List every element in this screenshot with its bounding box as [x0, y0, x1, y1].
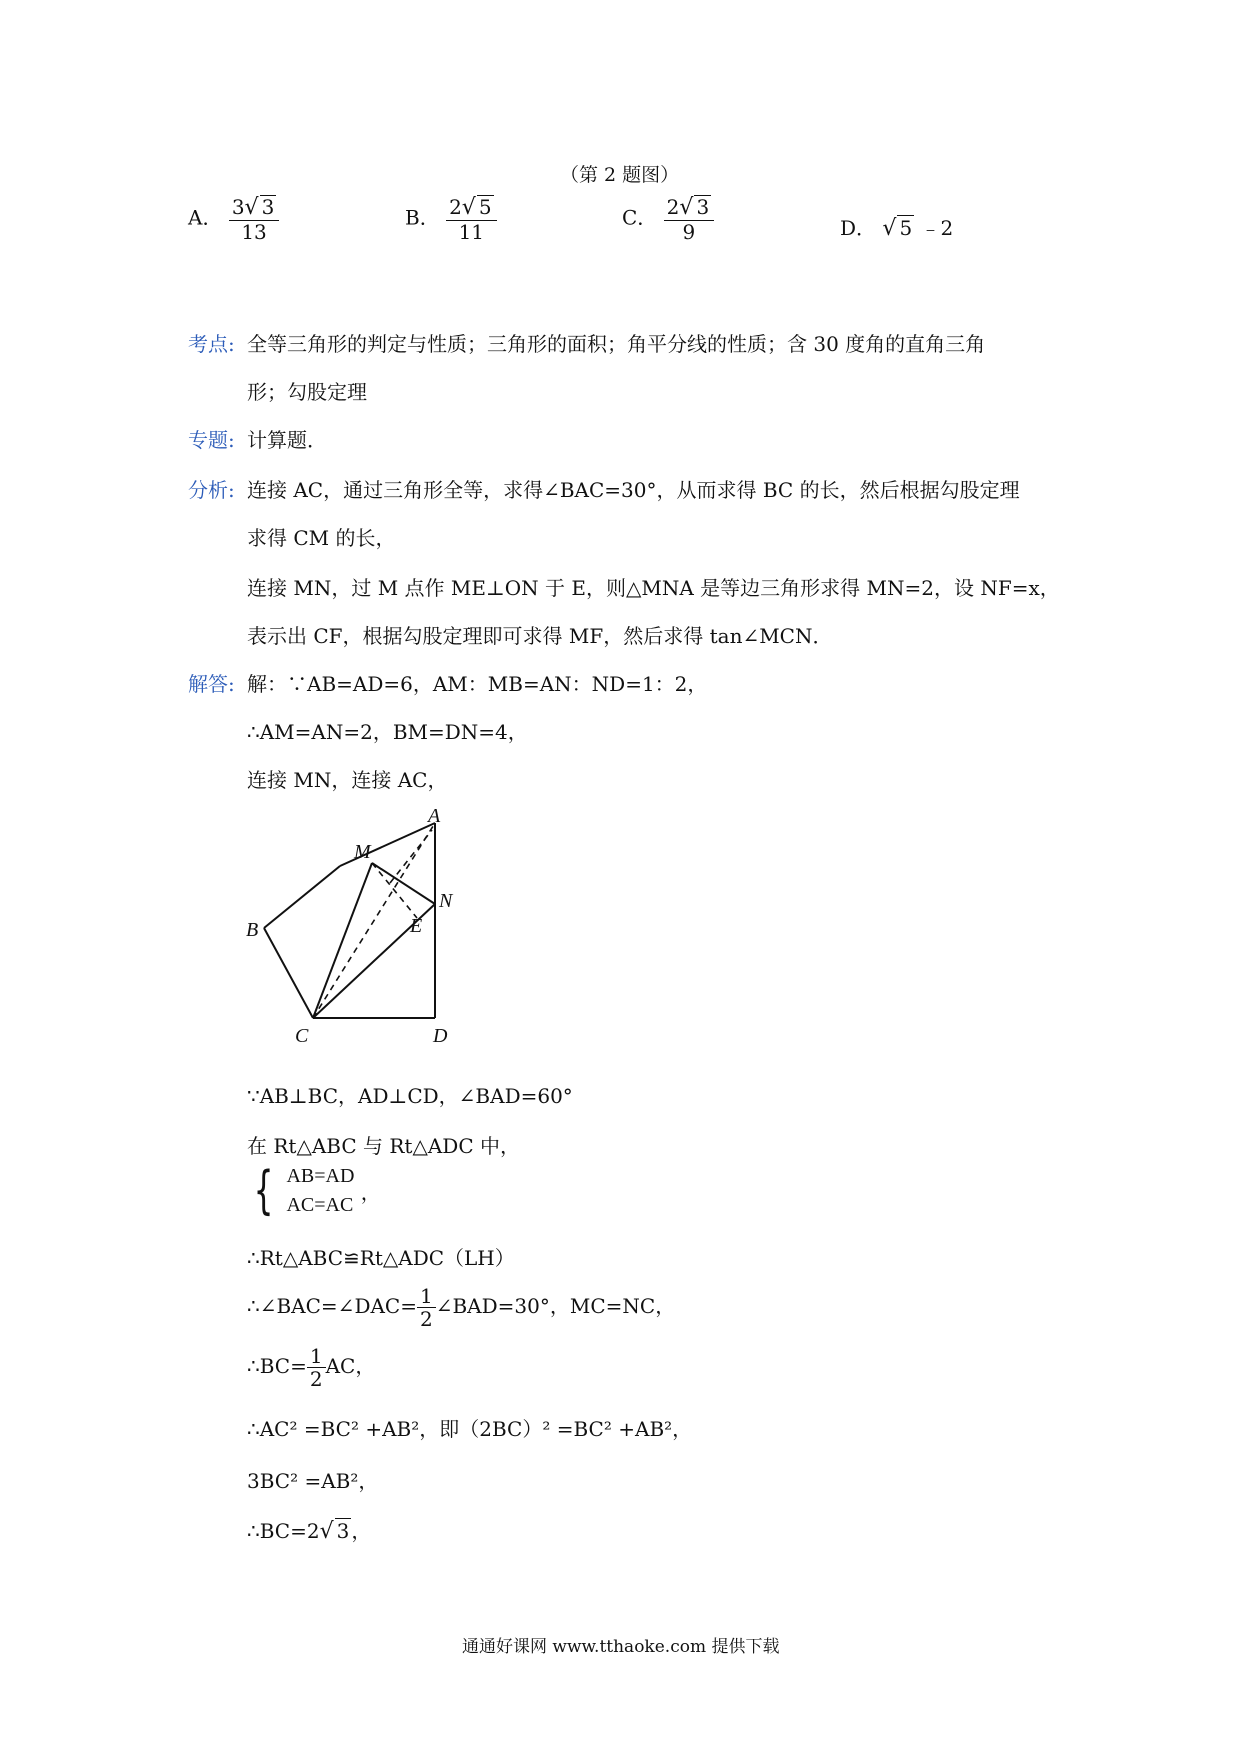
footer: 通通好课网 www.tthaoke.com 提供下载	[462, 1637, 780, 1657]
fenxi-line2: 求得 CM 的长，	[247, 526, 396, 550]
zhuanti-label: 专题:	[188, 428, 235, 452]
zhuanti-text: 计算题．	[247, 428, 327, 452]
option-d: D． √ 5 ﹣2	[840, 216, 954, 241]
label-b: B	[246, 919, 259, 941]
half-fraction-2: $\frac{1}{2}$	[307, 1345, 326, 1390]
jieda-line7: ∴∠BAC=∠DAC= $\frac{1}{2}$ ∠BAD=30°，MC=NC，	[247, 1284, 676, 1331]
option-b	[405, 195, 497, 243]
fenxi-label: 分析:	[188, 478, 235, 502]
kaodian-label: 考点:	[188, 332, 235, 356]
label-n: N	[439, 890, 453, 912]
label-a: A	[428, 808, 441, 827]
option-d-label: D．	[840, 216, 877, 240]
label-e: E	[410, 915, 423, 937]
jieda-line9: ∴AC² =BC² +AB²，即（2BC）² =BC² +AB²，	[247, 1417, 693, 1441]
jieda-line10: 3BC² =AB²，	[247, 1469, 379, 1493]
fenxi-line3: 连接 MN，过 M 点作 ME⊥ON 于 E，则△MNA 是等边三角形求得 MN=2，设 NF=x，	[247, 576, 1060, 600]
system-eq1: AB=AD	[286, 1165, 355, 1187]
jieda-line1: 解：∵AB=AD=6，AM：MB=AN：ND=1：2，	[247, 672, 708, 696]
jieda-line3: 连接 MN，连接 AC，	[247, 768, 448, 792]
jieda-line6: ∴Rt△ABC≌Rt△ADC（LH）	[247, 1246, 515, 1270]
geometry-figure	[240, 808, 480, 1048]
option-b-label: B．	[405, 205, 440, 230]
option-a-label: A．	[188, 205, 223, 230]
jieda-label: 解答:	[188, 672, 235, 696]
jieda-line8: ∴BC= $\frac{1}{2}$ AC，	[247, 1344, 376, 1391]
option-a	[188, 195, 279, 243]
jieda-line2: ∴AM=AN=2，BM=DN=4，	[247, 720, 528, 744]
label-c: C	[295, 1025, 309, 1047]
fenxi-line1: 连接 AC，通过三角形全等，求得∠BAC=30°，从而求得 BC 的长，然后根据勾股定理	[247, 478, 1020, 502]
half-fraction: $\frac{1}{2}$	[417, 1285, 436, 1330]
kaodian-line2: 形；勾股定理	[247, 380, 367, 404]
option-c	[622, 195, 714, 243]
kaodian-line1: 全等三角形的判定与性质；三角形的面积；角平分线的性质；含 30 度角的直角三角	[247, 332, 986, 356]
option-c-label: C．	[622, 205, 658, 230]
option-c-fraction: $\frac{2√ 3}{9}$	[664, 195, 715, 243]
option-a-fraction: $\frac{3√ 3}{13}$	[229, 195, 280, 243]
jieda-line4: ∵AB⊥BC，AD⊥CD，∠BAD=60°	[247, 1084, 573, 1108]
label-d: D	[433, 1025, 448, 1047]
jieda-line5: 在 Rt△ABC 与 Rt△ADC 中，	[247, 1134, 520, 1158]
equation-system: { AB=AD AC=AC ，	[253, 1161, 381, 1221]
fenxi-line4: 表示出 CF，根据勾股定理即可求得 MF，然后求得 tan∠MCN．	[247, 624, 833, 648]
system-eq2: AC=AC	[286, 1194, 354, 1216]
jieda-line11: ∴BC=2√ 3 ，	[247, 1519, 372, 1544]
figure-caption: （第 2 题图）	[560, 164, 680, 186]
option-b-fraction: $\frac{2√ 5}{11}$	[446, 195, 497, 243]
label-m: M	[354, 841, 371, 863]
